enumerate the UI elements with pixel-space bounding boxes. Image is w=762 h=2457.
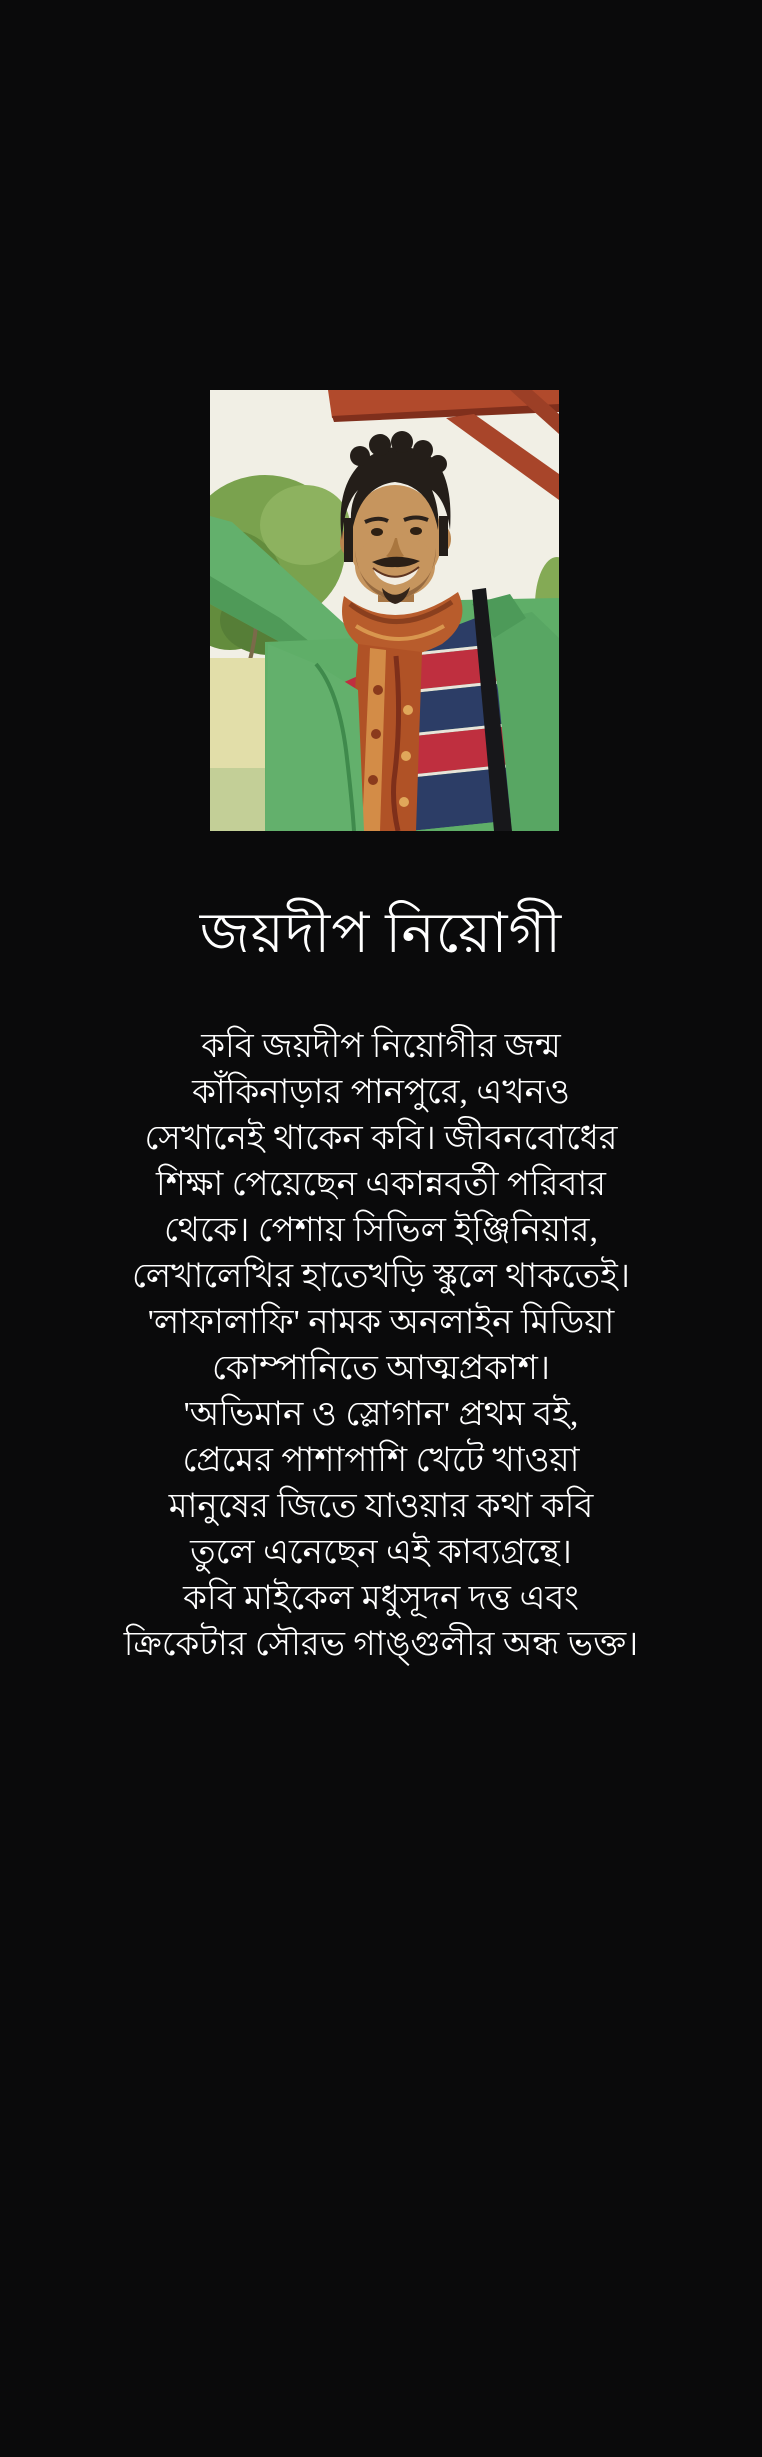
bio-line-14: ক্রিকেটার সৌরভ গাঙ্গুলীর অন্ধ ভক্ত। [123,1626,639,1663]
bio-line-4: শিক্ষা পেয়েছেন একান্নবর্তী পরিবার [156,1166,606,1203]
bio-line-5: থেকে। পেশায় সিভিল ইঞ্জিনিয়ার, [164,1212,598,1249]
bio-line-6: লেখালেখির হাতেখড়ি স্কুলে থাকতেই। [132,1258,630,1295]
bio-line-9: 'অভিমান ও স্লোগান' প্রথম বই, [183,1396,579,1433]
author-photo [210,390,559,831]
bio-line-3: সেখানেই থাকেন কবি। জীবনবোধের [144,1120,618,1157]
bio-line-1: কবি জয়দীপ নিয়োগীর জন্ম [201,1028,561,1065]
author-name: জয়দীপ নিয়োগী [199,903,563,965]
bio-line-10: প্রেমের পাশাপাশি খেটে খাওয়া [182,1442,580,1479]
bio-line-2: কাঁকিনাড়ার পানপুরে, এখনও [192,1074,570,1111]
bio-line-7: 'লাফালাফি' নামক অনলাইন মিডিয়া [147,1304,615,1341]
author-photo-illustration [210,390,559,831]
bio-line-12: তুলে এনেছেন এই কাব্যগ্রন্থে। [190,1534,572,1571]
author-bio [31,1024,731,1668]
bio-line-11: মানুষের জিতে যাওয়ার কথা কবি [168,1488,594,1525]
bio-line-13: কবি মাইকেল মধুসূদন দত্ত এবং [183,1580,579,1617]
bio-line-8: কোম্পানিতে আত্মপ্রকাশ। [211,1350,551,1387]
